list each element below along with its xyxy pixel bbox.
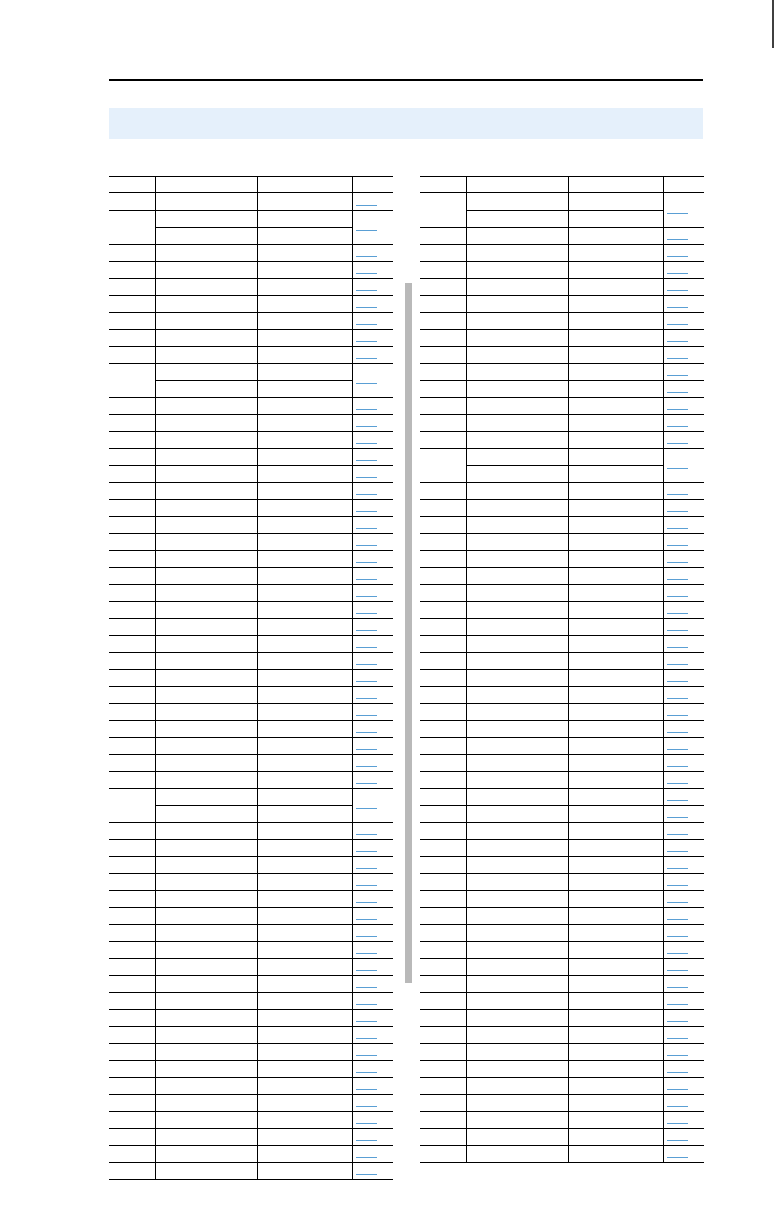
page-reference-link[interactable] bbox=[667, 698, 688, 699]
page-reference-link[interactable] bbox=[667, 562, 688, 563]
table-row bbox=[420, 703, 704, 720]
page-reference-link[interactable] bbox=[356, 664, 377, 665]
page-reference-link[interactable] bbox=[356, 409, 377, 410]
page-reference-link[interactable] bbox=[356, 460, 377, 461]
page-reference-link[interactable] bbox=[356, 1004, 377, 1005]
table-row bbox=[109, 907, 393, 924]
table-row bbox=[109, 1043, 393, 1060]
page-reference-link[interactable] bbox=[667, 273, 688, 274]
page-reference-link[interactable] bbox=[667, 1004, 688, 1005]
page-reference-link[interactable] bbox=[356, 1038, 377, 1039]
table-row bbox=[109, 261, 393, 278]
page-reference-link[interactable] bbox=[356, 256, 377, 257]
table-row bbox=[420, 1128, 704, 1145]
page-reference-link[interactable] bbox=[667, 596, 688, 597]
row-split-line bbox=[466, 465, 663, 466]
table-row bbox=[109, 465, 393, 482]
table-row bbox=[109, 839, 393, 856]
table-row bbox=[109, 754, 393, 771]
table-row bbox=[420, 1077, 704, 1094]
side-change-bar bbox=[405, 283, 412, 983]
table-row bbox=[420, 1043, 704, 1060]
table-row bbox=[109, 635, 393, 652]
page-reference-link[interactable] bbox=[667, 511, 688, 512]
table-row bbox=[420, 516, 704, 533]
table-row bbox=[420, 618, 704, 635]
page-reference-link[interactable] bbox=[356, 1055, 377, 1056]
page-reference-link[interactable] bbox=[667, 1021, 688, 1022]
page-reference-link[interactable] bbox=[667, 851, 688, 852]
page-reference-link[interactable] bbox=[356, 936, 377, 937]
table-header bbox=[109, 177, 393, 193]
table-row bbox=[420, 822, 704, 839]
page-reference-link[interactable] bbox=[667, 664, 688, 665]
page-reference-link[interactable] bbox=[356, 290, 377, 291]
page-reference-link[interactable] bbox=[667, 647, 688, 648]
table-row bbox=[109, 601, 393, 618]
page-reference-link[interactable] bbox=[356, 511, 377, 512]
page-reference-link[interactable] bbox=[667, 375, 688, 376]
page-reference-link[interactable] bbox=[667, 749, 688, 750]
table-row bbox=[420, 227, 704, 244]
table-row bbox=[109, 720, 393, 737]
page-reference-link[interactable] bbox=[667, 834, 688, 835]
table-row bbox=[109, 669, 393, 686]
page-reference-link[interactable] bbox=[356, 273, 377, 274]
table-row bbox=[109, 431, 393, 448]
page-reference-link[interactable] bbox=[356, 341, 377, 342]
page-reference-link[interactable] bbox=[667, 307, 688, 308]
row-split-line bbox=[466, 210, 663, 211]
table-row bbox=[109, 584, 393, 601]
page-reference-link[interactable] bbox=[356, 868, 377, 869]
table-row bbox=[420, 346, 704, 363]
top-rule bbox=[109, 79, 703, 81]
page-reference-link[interactable] bbox=[667, 290, 688, 291]
table-row bbox=[109, 652, 393, 669]
table-row bbox=[420, 924, 704, 941]
row-split-line bbox=[155, 227, 352, 228]
page-reference-link[interactable] bbox=[356, 1106, 377, 1107]
page-reference-link[interactable] bbox=[667, 392, 688, 393]
table-row bbox=[109, 1009, 393, 1026]
table-row bbox=[420, 686, 704, 703]
table-row bbox=[109, 244, 393, 261]
table-row bbox=[420, 737, 704, 754]
page-reference-link[interactable] bbox=[356, 902, 377, 903]
table-row bbox=[420, 771, 704, 788]
table-row bbox=[420, 380, 704, 397]
page-reference-link[interactable] bbox=[667, 902, 688, 903]
table-row bbox=[109, 890, 393, 907]
table-row bbox=[420, 1026, 704, 1043]
table-row bbox=[420, 295, 704, 312]
page-reference-link[interactable] bbox=[356, 1157, 377, 1158]
page-reference-link[interactable] bbox=[667, 953, 688, 954]
table-row bbox=[420, 1060, 704, 1077]
table-row bbox=[109, 550, 393, 567]
page-reference-link[interactable] bbox=[667, 1123, 688, 1124]
page-reference-link[interactable] bbox=[356, 443, 377, 444]
page-reference-link[interactable] bbox=[667, 1089, 688, 1090]
table-row bbox=[420, 992, 704, 1009]
table-row bbox=[109, 941, 393, 958]
table-row bbox=[109, 703, 393, 720]
table-row bbox=[420, 958, 704, 975]
page-reference-link[interactable] bbox=[356, 613, 377, 614]
page-reference-link[interactable] bbox=[356, 383, 377, 384]
table-row bbox=[420, 601, 704, 618]
page-reference-link[interactable] bbox=[667, 1055, 688, 1056]
table-row bbox=[109, 618, 393, 635]
table-row bbox=[109, 992, 393, 1009]
page-reference-link[interactable] bbox=[667, 1038, 688, 1039]
page-reference-link[interactable] bbox=[667, 1072, 688, 1073]
page-reference-link[interactable] bbox=[356, 1123, 377, 1124]
page-reference-link[interactable] bbox=[356, 970, 377, 971]
table-row bbox=[109, 1094, 393, 1111]
page-reference-link[interactable] bbox=[667, 545, 688, 546]
table-row bbox=[420, 278, 704, 295]
page-reference-link[interactable] bbox=[356, 749, 377, 750]
page-reference-link[interactable] bbox=[667, 579, 688, 580]
table-row bbox=[109, 771, 393, 788]
table-row bbox=[109, 1128, 393, 1145]
table-row bbox=[109, 1026, 393, 1043]
page-reference-link[interactable] bbox=[356, 834, 377, 835]
page-reference-link[interactable] bbox=[356, 545, 377, 546]
table-row bbox=[420, 431, 704, 448]
page-reference-link[interactable] bbox=[667, 256, 688, 257]
page-reference-link[interactable] bbox=[667, 715, 688, 716]
page-reference-link[interactable] bbox=[667, 936, 688, 937]
parameter-table-left bbox=[109, 176, 393, 1180]
page-reference-link[interactable] bbox=[667, 426, 688, 427]
page-reference-link[interactable] bbox=[356, 698, 377, 699]
table-row bbox=[109, 312, 393, 329]
section-band bbox=[109, 108, 703, 139]
table-row bbox=[420, 754, 704, 771]
page-reference-link[interactable] bbox=[667, 1106, 688, 1107]
page-reference-link[interactable] bbox=[356, 528, 377, 529]
table-row bbox=[109, 533, 393, 550]
table-row bbox=[109, 482, 393, 499]
table-row bbox=[109, 856, 393, 873]
page-reference-link[interactable] bbox=[667, 324, 688, 325]
table-row bbox=[420, 788, 704, 805]
row-split-line bbox=[155, 805, 352, 806]
page-reference-link[interactable] bbox=[356, 808, 377, 809]
table-row bbox=[109, 975, 393, 992]
page-reference-link[interactable] bbox=[356, 630, 377, 631]
page-reference-link[interactable] bbox=[356, 766, 377, 767]
page-reference-link[interactable] bbox=[356, 647, 377, 648]
page-reference-link[interactable] bbox=[667, 213, 688, 214]
page-reference-link[interactable] bbox=[356, 681, 377, 682]
page-reference-link[interactable] bbox=[356, 1089, 377, 1090]
table-row bbox=[109, 1111, 393, 1128]
page-reference-link[interactable] bbox=[667, 613, 688, 614]
page-reference-link[interactable] bbox=[667, 800, 688, 801]
parameter-table-right bbox=[420, 176, 704, 1163]
page-reference-link[interactable] bbox=[667, 358, 688, 359]
page-reference-link[interactable] bbox=[356, 919, 377, 920]
page-reference-link[interactable] bbox=[356, 307, 377, 308]
page-reference-link[interactable] bbox=[356, 477, 377, 478]
page-reference-link[interactable] bbox=[667, 817, 688, 818]
page-reference-link[interactable] bbox=[356, 851, 377, 852]
table-row bbox=[420, 635, 704, 652]
page-reference-link[interactable] bbox=[667, 766, 688, 767]
table-row bbox=[109, 346, 393, 363]
table-row bbox=[109, 1077, 393, 1094]
table-row bbox=[420, 414, 704, 431]
table-row bbox=[420, 873, 704, 890]
page-reference-link[interactable] bbox=[667, 443, 688, 444]
page-reference-link[interactable] bbox=[356, 358, 377, 359]
table-row bbox=[420, 1009, 704, 1026]
page-reference-link[interactable] bbox=[667, 885, 688, 886]
page-reference-link[interactable] bbox=[667, 239, 688, 240]
page-reference-link[interactable] bbox=[356, 324, 377, 325]
table-row bbox=[420, 805, 704, 822]
page-reference-link[interactable] bbox=[667, 868, 688, 869]
table-row bbox=[109, 329, 393, 346]
table-row bbox=[420, 550, 704, 567]
table-row bbox=[420, 533, 704, 550]
table-row bbox=[109, 278, 393, 295]
page-reference-link[interactable] bbox=[356, 987, 377, 988]
page-reference-link[interactable] bbox=[356, 1072, 377, 1073]
table-row bbox=[420, 499, 704, 516]
table-row bbox=[420, 1094, 704, 1111]
table-row bbox=[420, 975, 704, 992]
table-row bbox=[420, 482, 704, 499]
table-row bbox=[420, 907, 704, 924]
table-row bbox=[109, 686, 393, 703]
table-row bbox=[420, 363, 704, 380]
table-row bbox=[109, 1162, 393, 1179]
table-row bbox=[109, 397, 393, 414]
punch-mark-icon bbox=[754, 0, 774, 48]
table-row bbox=[420, 856, 704, 873]
table-row bbox=[420, 244, 704, 261]
page-reference-link[interactable] bbox=[667, 987, 688, 988]
table-row bbox=[420, 669, 704, 686]
table-row bbox=[109, 567, 393, 584]
page-reference-link[interactable] bbox=[667, 341, 688, 342]
table-row bbox=[109, 737, 393, 754]
table-row bbox=[109, 924, 393, 941]
page-reference-link[interactable] bbox=[667, 630, 688, 631]
page-reference-link[interactable] bbox=[667, 528, 688, 529]
page-reference-link[interactable] bbox=[356, 715, 377, 716]
page-reference-link[interactable] bbox=[356, 1021, 377, 1022]
table-row bbox=[109, 516, 393, 533]
page-reference-link[interactable] bbox=[356, 1174, 377, 1175]
table-row bbox=[109, 1145, 393, 1162]
page-reference-link[interactable] bbox=[356, 426, 377, 427]
table-row bbox=[109, 873, 393, 890]
row-split-line bbox=[155, 380, 352, 381]
table-row bbox=[420, 1111, 704, 1128]
page-reference-link[interactable] bbox=[667, 732, 688, 733]
page-reference-link[interactable] bbox=[667, 409, 688, 410]
page-reference-link[interactable] bbox=[667, 468, 688, 469]
page-reference-link[interactable] bbox=[667, 1140, 688, 1141]
page-reference-link[interactable] bbox=[356, 562, 377, 563]
table-row bbox=[420, 839, 704, 856]
table-row bbox=[420, 652, 704, 669]
table-row bbox=[109, 499, 393, 516]
table-row bbox=[109, 822, 393, 839]
page-reference-link[interactable] bbox=[356, 205, 377, 206]
table-row bbox=[109, 448, 393, 465]
page-reference-link[interactable] bbox=[667, 681, 688, 682]
table-row bbox=[420, 941, 704, 958]
page-reference-link[interactable] bbox=[356, 885, 377, 886]
table-row bbox=[420, 567, 704, 584]
table-row bbox=[420, 397, 704, 414]
table-row bbox=[420, 312, 704, 329]
table-row bbox=[420, 720, 704, 737]
page-reference-link[interactable] bbox=[667, 783, 688, 784]
page-reference-link[interactable] bbox=[356, 783, 377, 784]
page-reference-link[interactable] bbox=[356, 953, 377, 954]
page-reference-link[interactable] bbox=[356, 596, 377, 597]
table-row bbox=[420, 1145, 704, 1162]
table-row bbox=[109, 958, 393, 975]
table-row bbox=[420, 890, 704, 907]
table-row bbox=[420, 329, 704, 346]
page-reference-link[interactable] bbox=[667, 494, 688, 495]
page-reference-link[interactable] bbox=[356, 230, 377, 231]
table-row bbox=[420, 584, 704, 601]
table-header bbox=[420, 177, 704, 193]
page-reference-link[interactable] bbox=[667, 919, 688, 920]
page-reference-link[interactable] bbox=[667, 1157, 688, 1158]
page-reference-link[interactable] bbox=[356, 1140, 377, 1141]
page-reference-link[interactable] bbox=[356, 579, 377, 580]
table-row bbox=[420, 261, 704, 278]
page-reference-link[interactable] bbox=[356, 732, 377, 733]
page-reference-link[interactable] bbox=[356, 494, 377, 495]
table-row bbox=[109, 295, 393, 312]
table-row bbox=[109, 1060, 393, 1077]
table-row bbox=[109, 414, 393, 431]
page-reference-link[interactable] bbox=[667, 970, 688, 971]
table-row bbox=[109, 193, 393, 210]
